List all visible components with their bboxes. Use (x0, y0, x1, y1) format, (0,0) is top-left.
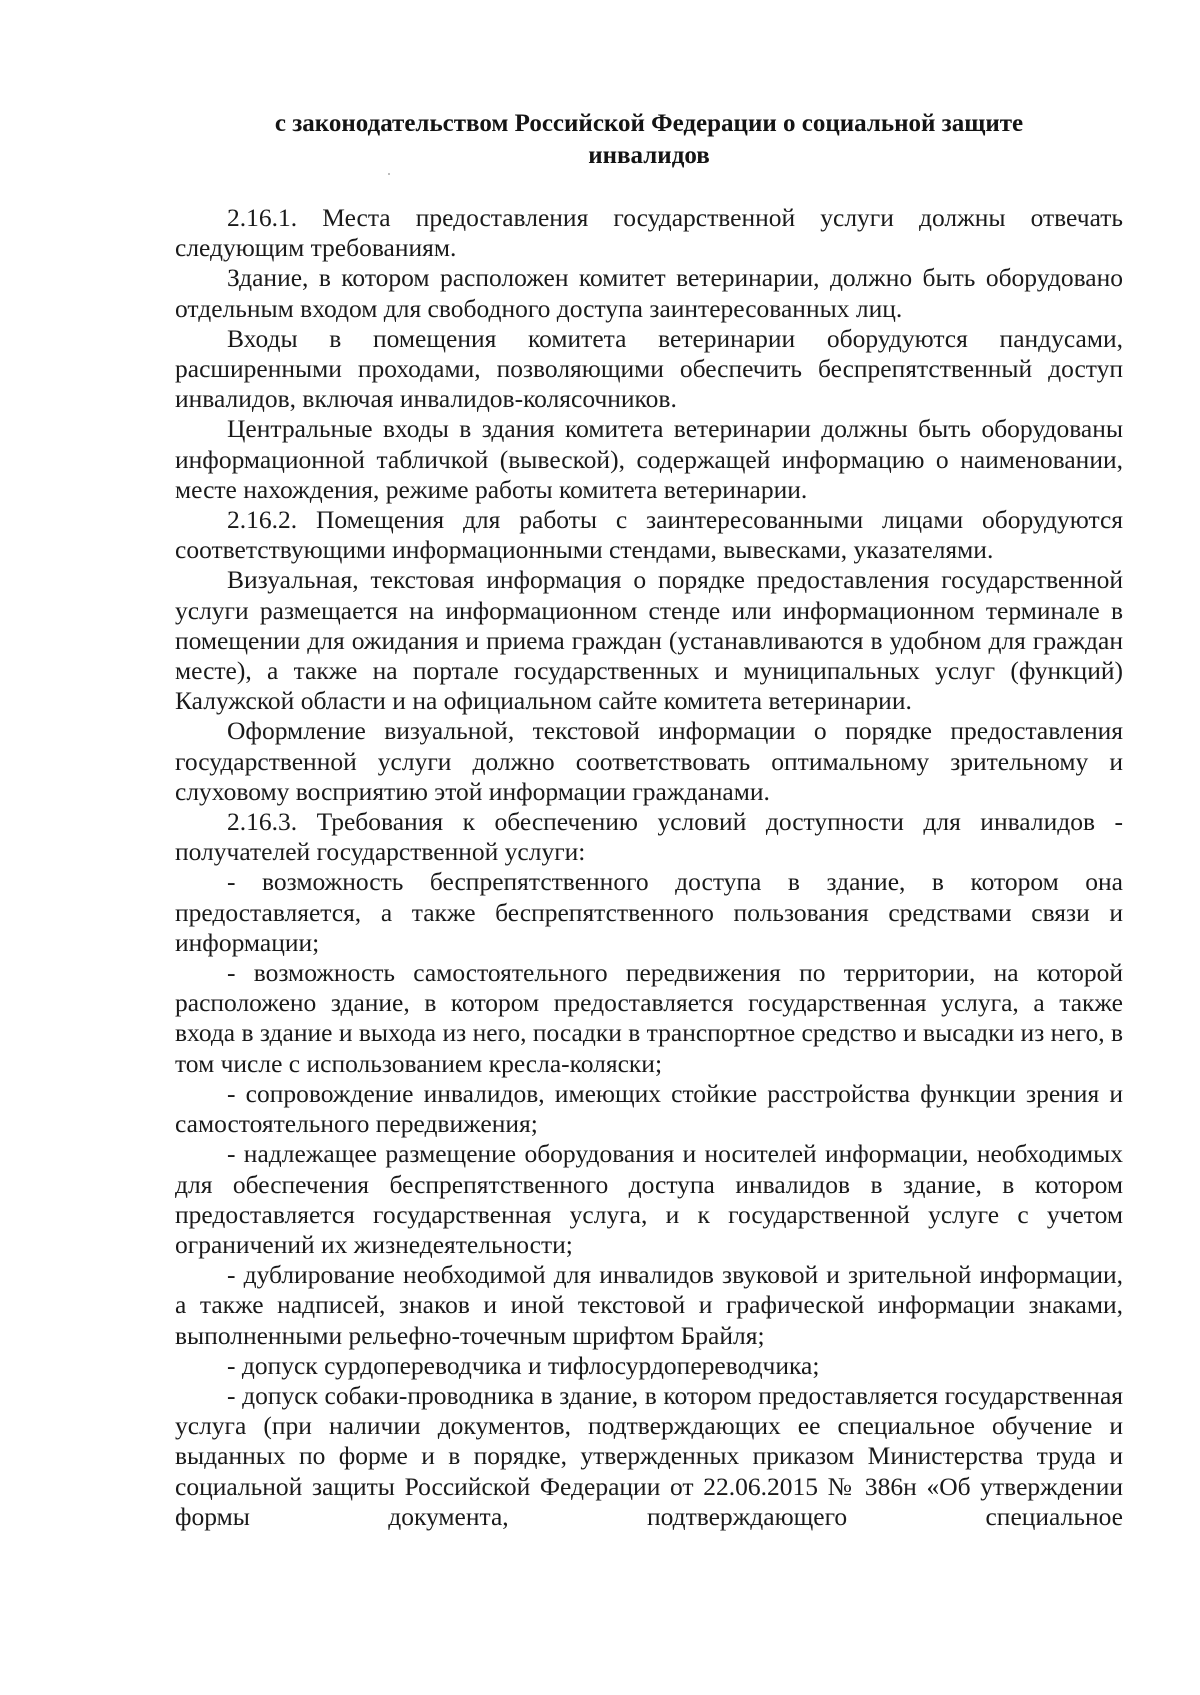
paragraph-signage: Центральные входы в здания комитета ветеринарии должны быть оборудованы информационной табличкой (вывеской), содержащей информацию о наименовании, месте нахождения, режиме работы комитета ветеринарии. (175, 414, 1123, 504)
paragraph-2-16-2: 2.16.2. Помещения для работы с заинтересованными лицами оборудуются соответствующими информационными стендами, вывесками, указателями. (175, 505, 1123, 565)
heading-line: с законодательством Российской Федерации о социальной защите (274, 110, 1024, 137)
list-item-equipment: - надлежащее размещение оборудования и носителей информации, необходимых для обеспечения беспрепятственного доступа инвалидов в здание, в котором предоставляется государственная услуга, и к государственной услуге с учетом ограничений их жизнедеятельности; (175, 1139, 1123, 1259)
scan-speck (388, 173, 390, 175)
paragraph-2-16-1: 2.16.1. Места предоставления государственной услуги должны отвечать следующим требованиям. (175, 203, 1123, 263)
list-item-access: - возможность беспрепятственного доступа в здание, в котором она предоставляется, а также беспрепятственного пользования средствами связи и информации; (175, 867, 1123, 957)
list-item-braille: - дублирование необходимой для инвалидов звуковой и зрительной информации, а также надписей, знаков и иной текстовой и графической информации знаками, выполненными рельефно-точечным шрифтом Брайля; (175, 1260, 1123, 1350)
list-item-movement: - возможность самостоятельного передвижения по территории, на которой расположено здание, в котором предоставляется государственная услуга, а также входа в здание и выхода из него, посадки в транспортное средство и высадки из него, в том числе с использованием кресла-коляски; (175, 958, 1123, 1078)
list-item-escort: - сопровождение инвалидов, имеющих стойкие расстройства функции зрения и самостоятельного передвижения; (175, 1078, 1123, 1139)
list-item-guide-dog: - допуск собаки-проводника в здание, в котором предоставляется государственная услуга (при наличии документов, подтверждающих ее специальное обучение и выданных по форме и в порядке, утвержденных приказом Министерства труда и социальной защиты Российской Федерации от 22.06.2015 № 386н «Об утверждении формы документа, подтверждающего специальное (175, 1380, 1123, 1531)
paragraph-visual-info: Визуальная, текстовая информация о порядке предоставления государственной услуги размещается на информационном стенде или информационном терминале в помещении для ожидания и приема граждан (устанавливаются в удобном для граждан месте), а также на портале государственных и муниципальных услуг (функций) Калужской области и на официальном сайте комитета ветеринарии. (175, 565, 1123, 716)
paragraph-ramps: Входы в помещения комитета ветеринарии оборудуются пандусами, расширенными проходами, позволяющими обеспечить беспрепятственный доступ инвалидов, включая инвалидов-колясочников. (175, 323, 1123, 414)
document-body (175, 203, 1123, 1532)
paragraph-info-design: Оформление визуальной, текстовой информации о порядке предоставления государственной услуги должно соответствовать оптимальному зрительному и слуховому восприятию этой информации гражданами. (175, 716, 1123, 806)
section-heading (175, 108, 1123, 172)
list-item-interpreter: - допуск сурдопереводчика и тифлосурдопереводчика; (227, 1350, 820, 1380)
paragraph-building-entrance: Здание, в котором расположен комитет ветеринарии, должно быть оборудовано отдельным входом для свободного доступа заинтересованных лиц. (175, 263, 1123, 323)
paragraph-2-16-3: 2.16.3. Требования к обеспечению условий доступности для инвалидов - получателей государственной услуги: (175, 807, 1123, 867)
heading-line: инвалидов (588, 142, 710, 169)
